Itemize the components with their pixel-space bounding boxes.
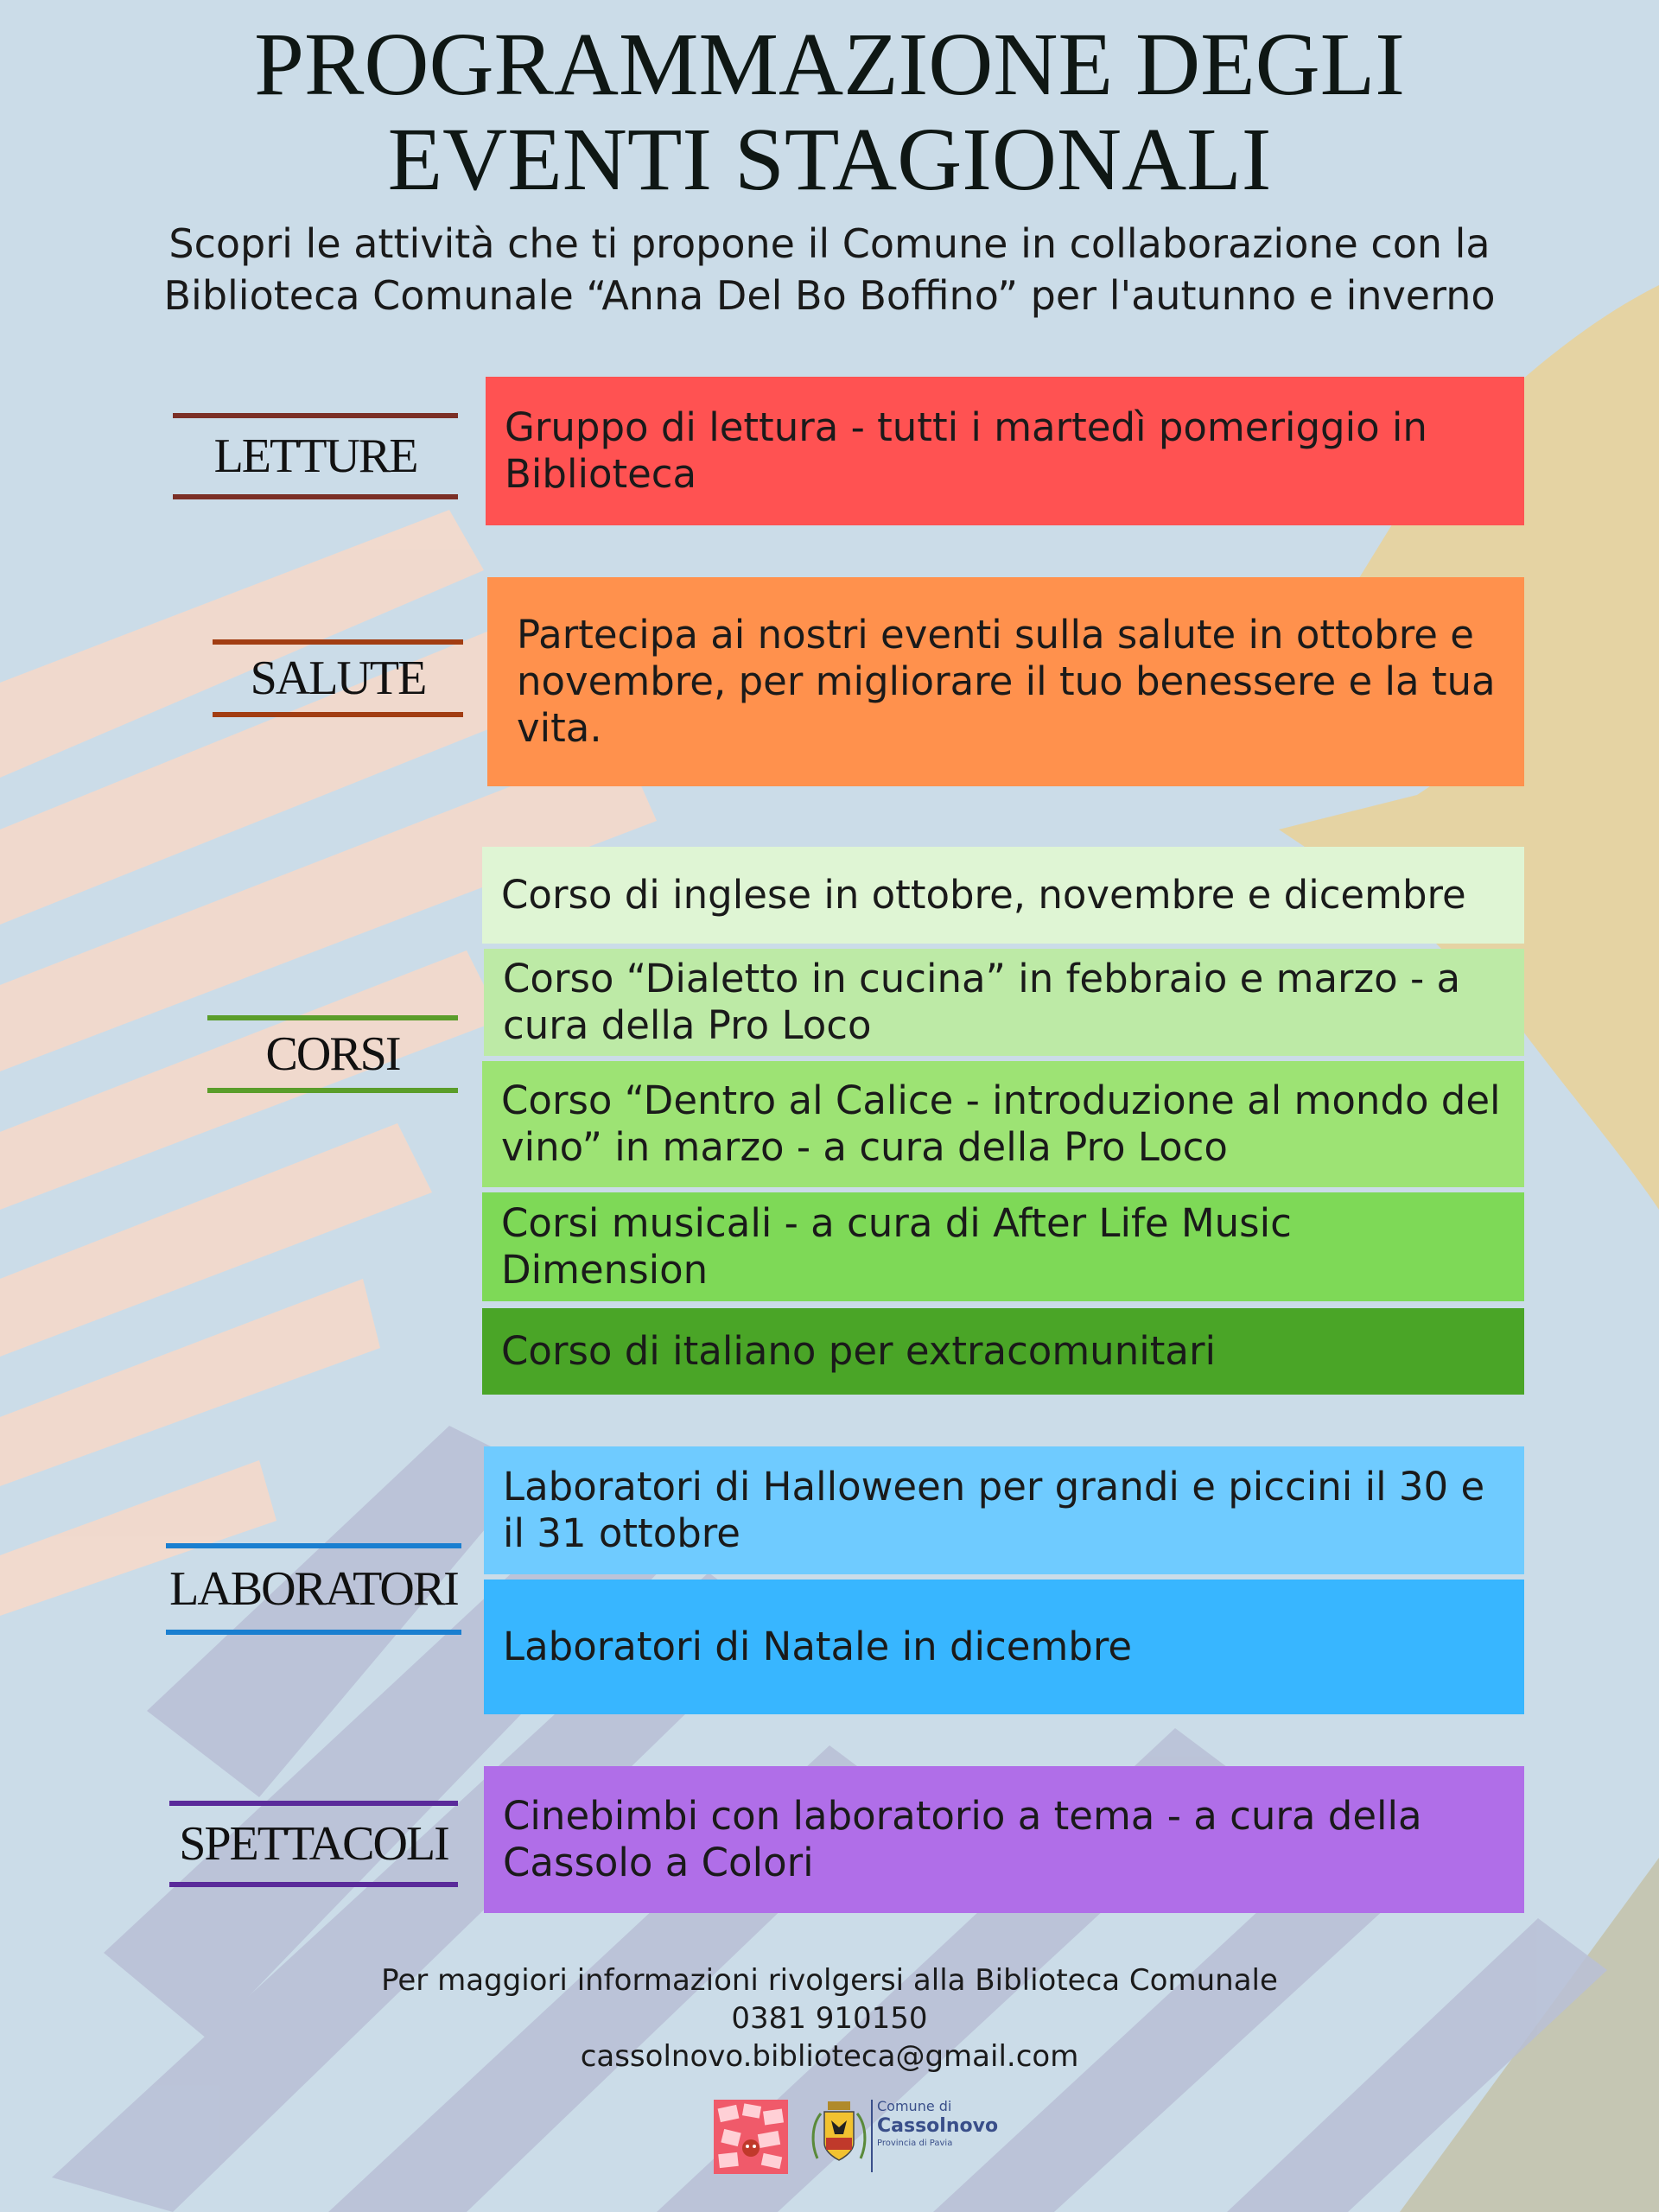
comune-logo-text bbox=[877, 2098, 998, 2150]
category-label: LETTURE bbox=[213, 429, 417, 483]
event-text: Corsi musicali - a cura di After Life Music Dimension bbox=[501, 1200, 1292, 1293]
category-rule-bottom bbox=[166, 1630, 461, 1635]
footer-info: Per maggiori informazioni rivolgersi alla Biblioteca Comunale bbox=[381, 1963, 1278, 1998]
category-spettacoli bbox=[169, 1801, 458, 1887]
subtitle-line-2: Biblioteca Comunale “Anna Del Bo Boffino” per l'autunno e inverno bbox=[163, 272, 1496, 319]
event-text: Cinebimbi con laboratorio a tema - a cura della Cassolo a Colori bbox=[503, 1793, 1422, 1885]
page-title-line-2: EVENTI STAGIONALI bbox=[387, 110, 1272, 209]
event-text: Corso di inglese in ottobre, novembre e dicembre bbox=[501, 872, 1466, 918]
event-text: Partecipa ai nostri eventi sulla salute in ottobre e novembre, per migliorare il tuo benessere e la tua vita. bbox=[517, 612, 1496, 751]
category-rule-top bbox=[166, 1543, 461, 1548]
event-text: Corso “Dentro al Calice - introduzione al mondo del vino” in marzo - a cura della Pro Loco bbox=[501, 1077, 1501, 1170]
category-rule-top bbox=[173, 413, 458, 418]
category-rule-top bbox=[213, 639, 463, 645]
comune-crest-icon bbox=[809, 2098, 869, 2181]
category-label: LABORATORI bbox=[169, 1562, 458, 1616]
event-box-salute-1 bbox=[487, 577, 1524, 786]
event-text: Corso “Dialetto in cucina” in febbraio e marzo - a cura della Pro Loco bbox=[503, 956, 1461, 1048]
event-text: Gruppo di lettura - tutti i martedì pomeriggio in Biblioteca bbox=[505, 404, 1427, 497]
comune-line-1: Comune di bbox=[877, 2098, 952, 2114]
event-box-spettacoli-1 bbox=[484, 1766, 1524, 1913]
category-rule-top bbox=[207, 1015, 458, 1020]
footer-email: cassolnovo.biblioteca@gmail.com bbox=[580, 2039, 1079, 2074]
event-box-laboratori-1 bbox=[484, 1446, 1524, 1574]
category-label: SALUTE bbox=[250, 652, 426, 705]
category-letture bbox=[173, 413, 458, 499]
category-laboratori bbox=[166, 1543, 461, 1635]
category-salute bbox=[213, 639, 463, 717]
category-rule-bottom bbox=[213, 712, 463, 717]
comune-line-2: Cassolnovo bbox=[877, 2115, 999, 2137]
category-rule-bottom bbox=[173, 494, 458, 499]
comune-line-3: Provincia di Pavia bbox=[877, 2139, 953, 2148]
event-box-corsi-2 bbox=[484, 949, 1524, 1056]
category-label: SPETTACOLI bbox=[179, 1817, 448, 1871]
event-text: Corso di italiano per extracomunitari bbox=[501, 1328, 1216, 1374]
event-text: Laboratori di Halloween per grandi e piccini il 30 e il 31 ottobre bbox=[503, 1464, 1485, 1556]
event-box-letture-1 bbox=[486, 377, 1524, 525]
subtitle-line-1: Scopri le attività che ti propone il Comune in collaborazione con la bbox=[168, 220, 1491, 267]
event-box-corsi-5 bbox=[482, 1308, 1524, 1395]
category-corsi bbox=[207, 1015, 458, 1093]
page-title-line-1: PROGRAMMAZIONE DEGLI bbox=[254, 15, 1405, 114]
event-box-corsi-4 bbox=[482, 1192, 1524, 1301]
category-rule-bottom bbox=[169, 1882, 458, 1887]
event-box-corsi-3 bbox=[482, 1061, 1524, 1187]
event-box-corsi-1 bbox=[482, 847, 1524, 944]
event-text: Laboratori di Natale in dicembre bbox=[503, 1624, 1133, 1669]
category-rule-bottom bbox=[207, 1088, 458, 1093]
category-label: CORSI bbox=[265, 1027, 400, 1081]
event-box-laboratori-2 bbox=[484, 1580, 1524, 1714]
footer-phone: 0381 910150 bbox=[731, 2001, 928, 2036]
library-logo-icon bbox=[714, 2100, 788, 2174]
category-rule-top bbox=[169, 1801, 458, 1806]
comune-divider bbox=[871, 2100, 873, 2172]
